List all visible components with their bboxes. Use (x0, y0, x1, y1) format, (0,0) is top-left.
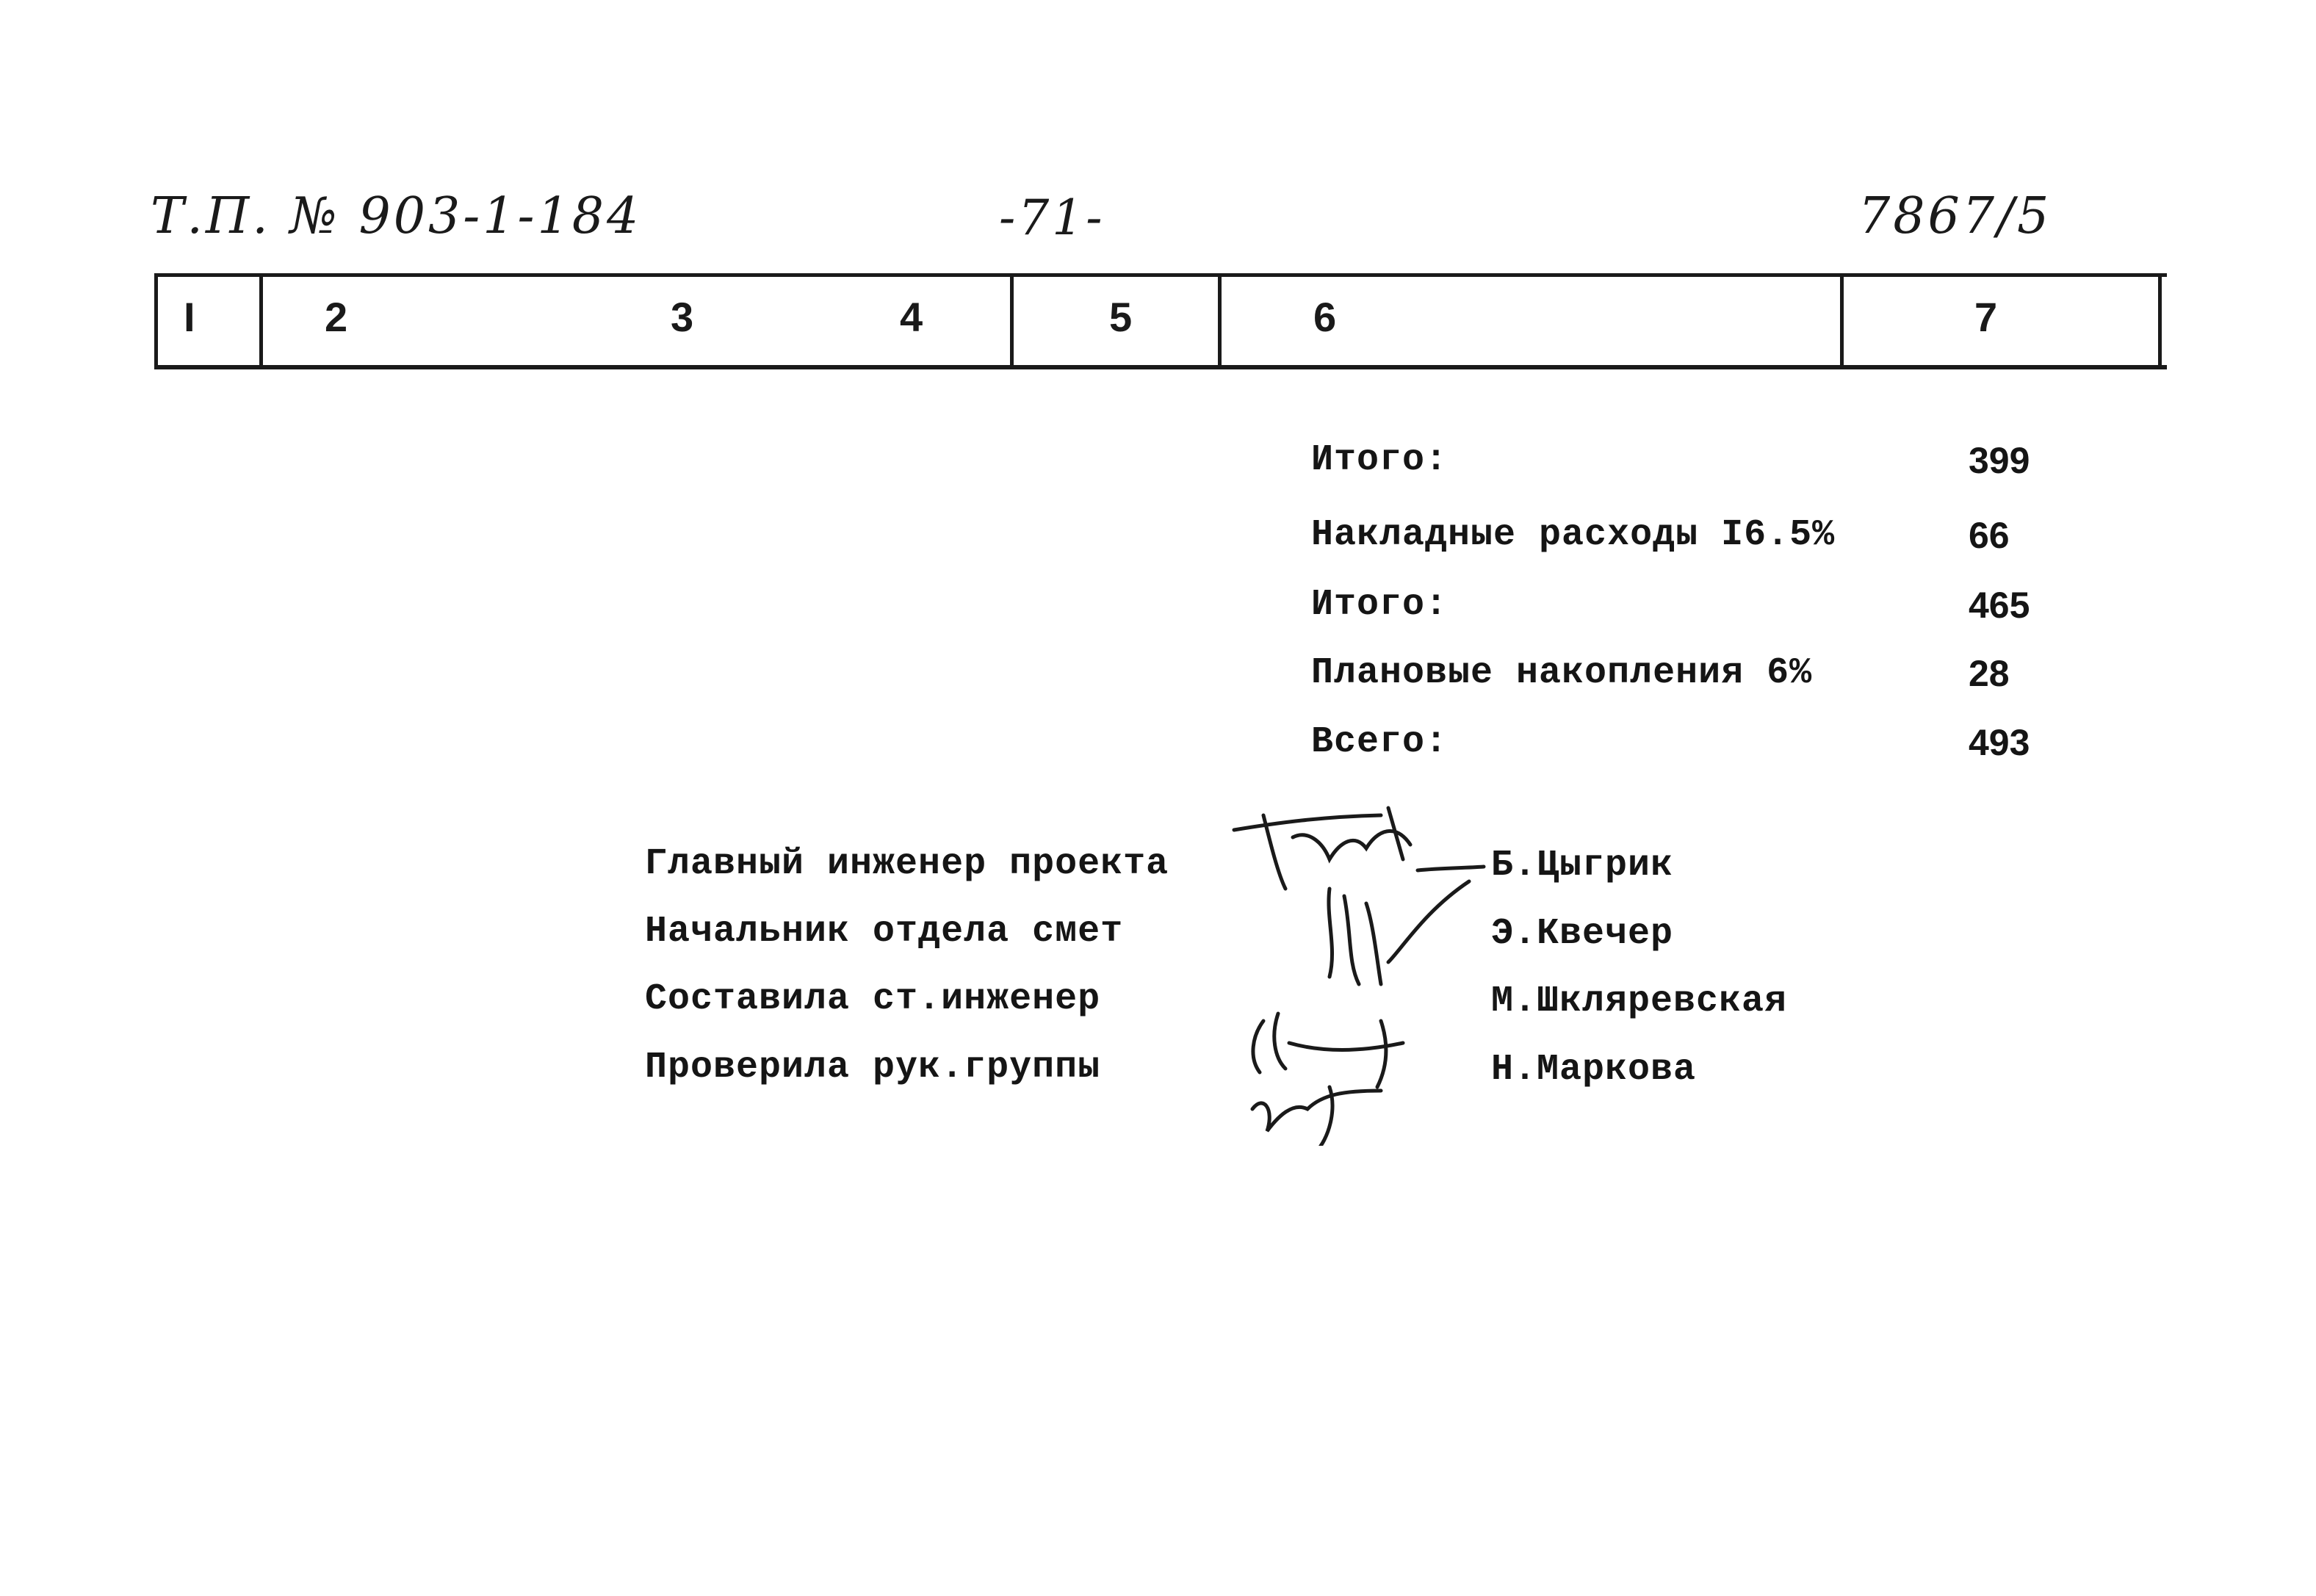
column-number-2: 2 (325, 294, 348, 340)
overhead-label: Накладные расходы I6.5% (1311, 514, 1836, 556)
name-compiler: М.Шкляревская (1491, 981, 1788, 1022)
column-number-7: 7 (1974, 294, 1998, 340)
signature-4 (1252, 1087, 1381, 1146)
column-divider (154, 277, 158, 365)
column-divider (2158, 277, 2162, 365)
grand-total-label: Всего: (1311, 721, 1449, 763)
project-number: Т.П. № 903-1-184 (151, 187, 642, 245)
name-checker: Н.Маркова (1491, 1049, 1697, 1091)
signature-3 (1253, 1014, 1403, 1087)
subtotal-label: Итого: (1311, 584, 1449, 626)
total-label: Итого: (1311, 439, 1449, 481)
column-divider (1218, 277, 1222, 365)
overhead-value: 66 (1969, 515, 2010, 556)
signatures-handwritten (1219, 801, 1498, 1146)
name-chief-engineer: Б.Цыгрик (1491, 845, 1674, 887)
column-divider (1010, 277, 1014, 365)
planned-savings-label: Плановые накопления 6% (1311, 652, 1813, 694)
role-chief-engineer: Главный инженер проекта (645, 843, 1169, 885)
column-number-4: 4 (900, 294, 923, 340)
signature-1 (1234, 808, 1484, 889)
column-divider (259, 277, 263, 365)
grand-total-value: 493 (1969, 722, 2030, 763)
total-value: 399 (1969, 440, 2030, 481)
role-checker: Проверила рук.группы (645, 1047, 1101, 1088)
column-number-6: 6 (1313, 294, 1337, 340)
column-number-1: I (184, 294, 195, 340)
page-number: -71- (999, 189, 1105, 246)
column-header-table (154, 273, 2167, 369)
document-number: 7867/5 (1858, 187, 2052, 245)
role-estimates-head: Начальник отдела смет (645, 911, 1124, 953)
planned-savings-value: 28 (1969, 653, 2010, 694)
signature-2 (1329, 881, 1469, 984)
column-number-5: 5 (1109, 294, 1133, 340)
role-compiler: Составила ст.инженер (645, 978, 1101, 1020)
subtotal-value: 465 (1969, 585, 2030, 626)
column-divider (1840, 277, 1844, 365)
name-estimates-head: Э.Квечер (1491, 913, 1674, 955)
column-number-3: 3 (671, 294, 694, 340)
